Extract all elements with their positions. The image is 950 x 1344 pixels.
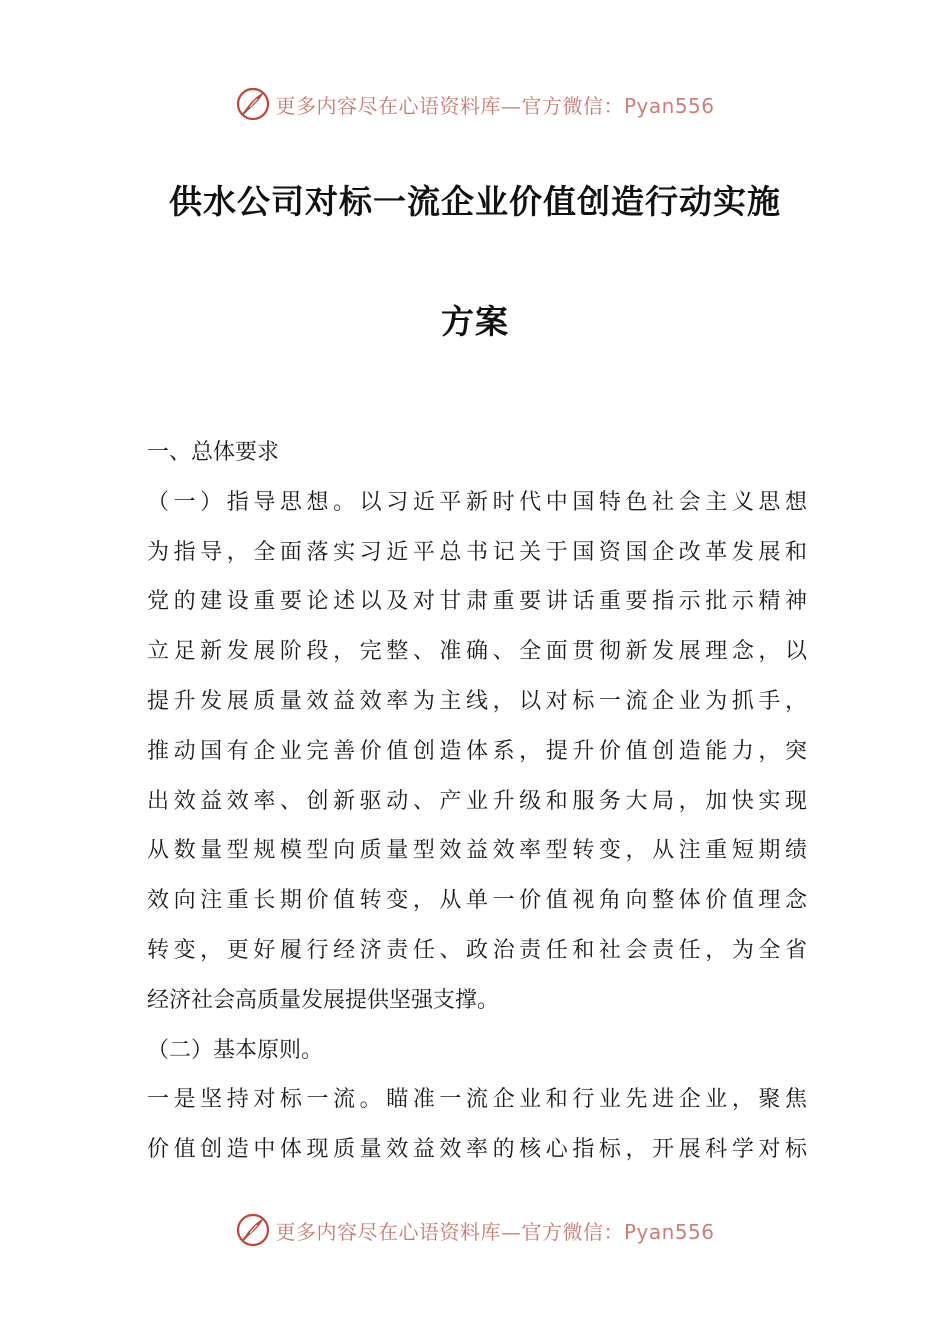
document-body bbox=[147, 428, 807, 1175]
quill-pen-logo-icon bbox=[235, 1212, 271, 1248]
document-title-line-2: 方案 bbox=[441, 302, 509, 341]
paragraph-line: 为指导，全面落实习近平总书记关于国资国企改革发展和 bbox=[147, 539, 807, 565]
paragraph-line: 经济社会高质量发展提供坚强支撑。 bbox=[147, 987, 500, 1013]
wechat-id: Pyan556 bbox=[623, 93, 715, 118]
paragraph-line: 转变，更好履行经济责任、政治责任和社会责任，为全省 bbox=[147, 937, 807, 963]
watermark-text: 更多内容尽在心语资料库—官方微信：Pyan556 bbox=[275, 1219, 715, 1244]
section-heading: 一、总体要求 bbox=[147, 440, 280, 465]
wechat-id: Pyan556 bbox=[623, 1219, 715, 1244]
subsection-heading: （二）基本原则。 bbox=[147, 1037, 324, 1063]
paragraph-line: 立足新发展阶段，完整、准确、全面贯彻新发展理念，以 bbox=[147, 639, 807, 665]
paragraph-line: 提升发展质量效益效率为主线，以对标一流企业为抓手， bbox=[147, 688, 807, 714]
footer-watermark-banner bbox=[0, 1208, 950, 1252]
paragraph-line: 推动国有企业完善价值创造体系，提升价值创造能力，突 bbox=[147, 738, 807, 764]
paragraph-line: 一是坚持对标一流。瞄准一流企业和行业先进企业，聚焦 bbox=[147, 1087, 807, 1113]
paragraph-line: （一）指导思想。以习近平新时代中国特色社会主义思想 bbox=[147, 489, 807, 515]
document-title-line-1: 供水公司对标一流企业价值创造行动实施 bbox=[169, 182, 781, 221]
paragraph-line: 党的建设重要论述以及对甘肃重要讲话重要指示批示精神 bbox=[147, 589, 807, 615]
paragraph-line: 价值创造中体现质量效益效率的核心指标，开展科学对标 bbox=[147, 1137, 807, 1163]
watermark-text: 更多内容尽在心语资料库—官方微信：Pyan556 bbox=[275, 93, 715, 118]
paragraph-line: 出效益效率、创新驱动、产业升级和服务大局，加快实现 bbox=[147, 788, 807, 814]
header-watermark-banner bbox=[0, 82, 950, 126]
paragraph-line: 从数量型规模型向质量型效益效率型转变，从注重短期绩 bbox=[147, 838, 807, 864]
quill-pen-logo-icon bbox=[235, 86, 271, 122]
paragraph-line: 效向注重长期价值转变，从单一价值视角向整体价值理念 bbox=[147, 888, 807, 914]
